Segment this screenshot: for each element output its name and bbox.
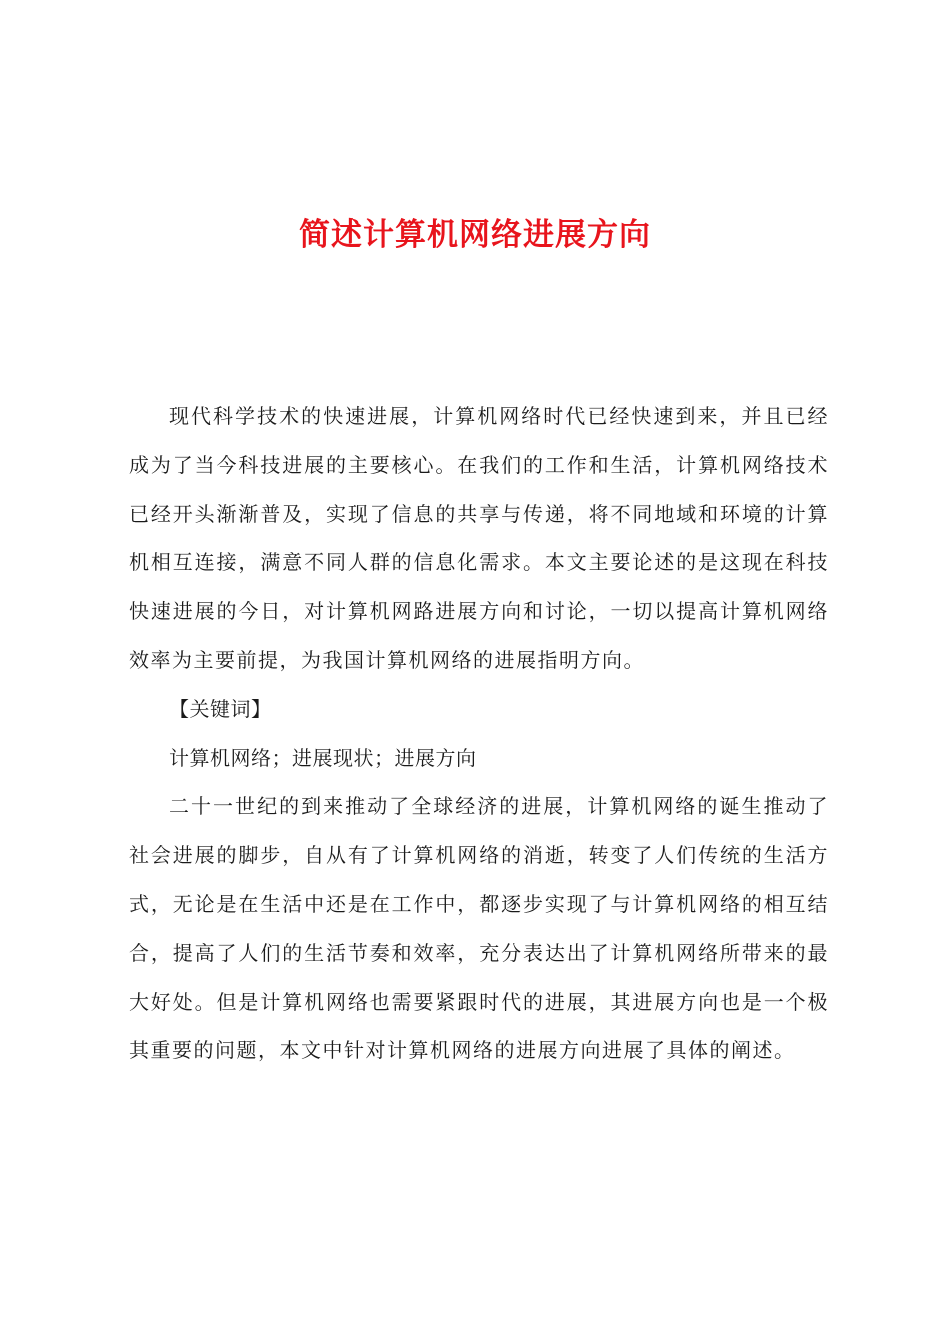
document-title: 简述计算机网络进展方向 [299, 217, 651, 253]
document-body [129, 392, 829, 1075]
abstract-paragraph: 现代科学技术的快速进展，计算机网络时代已经快速到来，并且已经成为了当今科技进展的主要核心。在我们的工作和生活，计算机网络技术已经开头渐渐普及，实现了信息的共享与传递，将不同地域和环境的计算机相互连接，满意不同人群的信息化需求。本文主要论述的是这现在科技快速进展的今日，对计算机网路进展方向和讨论，一切以提高计算机网络效率为主要前提，为我国计算机网络的进展指明方向。 [129, 404, 829, 672]
intro-paragraph: 二十一世纪的到来推动了全球经济的进展，计算机网络的诞生推动了社会进展的脚步，自从有了计算机网络的消逝，转变了人们传统的生活方式，无论是在生活中还是在工作中，都逐步实现了与计算机网络的相互结合，提高了人们的生活节奏和效率，充分表达出了计算机网络所带来的最大好处。但是计算机网络也需要紧跟时代的进展，其进展方向也是一个极其重要的问题，本文中针对计算机网络的进展方向进展了具体的阐述。 [129, 794, 829, 1063]
keywords-list: 计算机网络；进展现状；进展方向 [169, 745, 477, 770]
keywords-heading: 【关键词】 [169, 696, 272, 721]
